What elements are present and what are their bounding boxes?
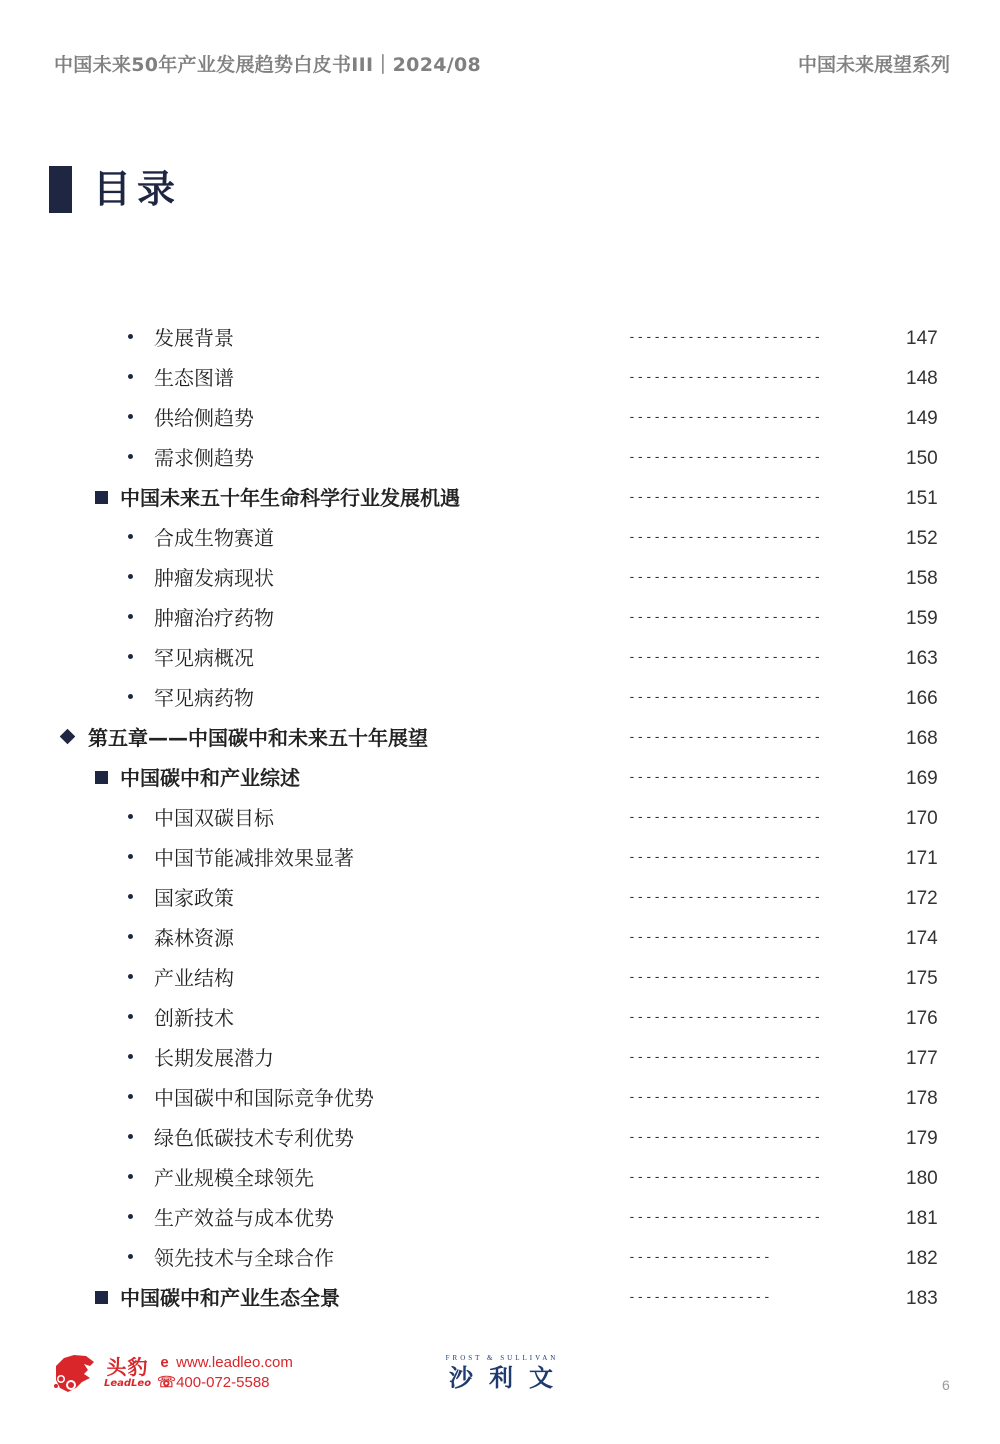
toc-entry-label: 发展背景 bbox=[154, 326, 234, 350]
dot-bullet-icon bbox=[128, 1038, 133, 1078]
square-bullet-icon bbox=[95, 1278, 108, 1318]
toc-entry-label: 肿瘤治疗药物 bbox=[154, 606, 274, 630]
toc-entry-label: 中国碳中和产业综述 bbox=[120, 766, 300, 790]
toc-dot-leader: ----------------------- bbox=[628, 490, 822, 505]
toc-dot-leader: ----------------- bbox=[628, 1290, 772, 1305]
toc-entry[interactable] bbox=[0, 1158, 1000, 1198]
toc-entry[interactable] bbox=[0, 958, 1000, 998]
toc-entry-label: 长期发展潜力 bbox=[154, 1046, 274, 1070]
square-bullet-icon bbox=[95, 758, 108, 798]
toc-entry[interactable] bbox=[0, 358, 1000, 398]
toc-entry-label: 领先技术与全球合作 bbox=[154, 1246, 334, 1270]
toc-page-number: 182 bbox=[906, 1248, 938, 1269]
toc-entry-label: 中国碳中和产业生态全景 bbox=[120, 1286, 340, 1310]
toc-dot-leader: ----------------- bbox=[628, 1250, 772, 1265]
toc-entry-label: 肿瘤发病现状 bbox=[154, 566, 274, 590]
dot-bullet-icon bbox=[128, 398, 133, 438]
toc-page-number: 152 bbox=[906, 528, 938, 549]
toc-dot-leader: ----------------------- bbox=[628, 450, 822, 465]
title-accent-bar bbox=[49, 166, 72, 213]
website-text: www.leadleo.com bbox=[176, 1354, 293, 1371]
toc-page-number: 159 bbox=[906, 608, 938, 629]
header-report-title: 中国未来50年产业发展趋势白皮书III｜2024/08 bbox=[54, 54, 482, 76]
toc-page-number: 169 bbox=[906, 768, 938, 789]
toc-page-number: 148 bbox=[906, 368, 938, 389]
toc-page-number: 176 bbox=[906, 1008, 938, 1029]
web-e-icon: e bbox=[160, 1354, 169, 1371]
toc-dot-leader: ----------------------- bbox=[628, 530, 822, 545]
toc-entry-label: 罕见病概况 bbox=[154, 646, 254, 670]
frost-sullivan-logo bbox=[432, 1354, 572, 1393]
toc-entry[interactable] bbox=[0, 558, 1000, 598]
toc-page-number: 183 bbox=[906, 1288, 938, 1309]
toc-entry[interactable] bbox=[0, 1118, 1000, 1158]
toc-dot-leader: ----------------------- bbox=[628, 330, 822, 345]
toc-dot-leader: ----------------------- bbox=[628, 1090, 822, 1105]
toc-page-number: 168 bbox=[906, 728, 938, 749]
toc-dot-leader: ----------------------- bbox=[628, 690, 822, 705]
dot-bullet-icon bbox=[128, 438, 133, 478]
square-bullet-icon bbox=[95, 478, 108, 518]
toc-entry[interactable] bbox=[0, 638, 1000, 678]
toc-entry[interactable] bbox=[0, 318, 1000, 358]
toc-page-number: 172 bbox=[906, 888, 938, 909]
toc-entry[interactable] bbox=[0, 398, 1000, 438]
dot-bullet-icon bbox=[128, 518, 133, 558]
toc-entry[interactable] bbox=[0, 918, 1000, 958]
frost-sullivan-cn: 沙利文 bbox=[449, 1364, 569, 1392]
toc-entry[interactable] bbox=[0, 1078, 1000, 1118]
toc-entry-label: 中国碳中和国际竞争优势 bbox=[154, 1086, 374, 1110]
dot-bullet-icon bbox=[128, 918, 133, 958]
toc-dot-leader: ----------------------- bbox=[628, 850, 822, 865]
toc-page-number: 149 bbox=[906, 408, 938, 429]
frost-sullivan-en: FROST & SULLIVAN bbox=[445, 1354, 559, 1362]
toc-dot-leader: ----------------------- bbox=[628, 770, 822, 785]
toc-entry[interactable] bbox=[0, 1198, 1000, 1238]
toc-dot-leader: ----------------------- bbox=[628, 1170, 822, 1185]
dot-bullet-icon bbox=[128, 638, 133, 678]
toc-entry[interactable] bbox=[0, 678, 1000, 718]
toc-entry-label: 合成生物赛道 bbox=[154, 526, 274, 550]
toc-dot-leader: ----------------------- bbox=[628, 410, 822, 425]
dot-bullet-icon bbox=[128, 998, 133, 1038]
toc-page-number: 163 bbox=[906, 648, 938, 669]
leadleo-brand-cn: 头豹 bbox=[106, 1355, 149, 1379]
toc-entry[interactable] bbox=[0, 878, 1000, 918]
phone-number bbox=[157, 1373, 293, 1393]
toc-entry-label: 生产效益与成本优势 bbox=[154, 1206, 334, 1230]
toc-entry[interactable] bbox=[0, 518, 1000, 558]
dot-bullet-icon bbox=[128, 878, 133, 918]
toc-dot-leader: ----------------------- bbox=[628, 570, 822, 585]
toc-dot-leader: ----------------------- bbox=[628, 1130, 822, 1145]
toc-entry[interactable] bbox=[0, 1038, 1000, 1078]
page-title-text: 目录 bbox=[93, 167, 182, 211]
dot-bullet-icon bbox=[128, 1238, 133, 1278]
toc-entry[interactable] bbox=[0, 1238, 1000, 1278]
toc-page-number: 179 bbox=[906, 1128, 938, 1149]
dot-bullet-icon bbox=[128, 318, 133, 358]
toc-entry[interactable] bbox=[0, 838, 1000, 878]
toc-entry-label: 产业规模全球领先 bbox=[154, 1166, 314, 1190]
toc-dot-leader: ----------------------- bbox=[628, 1010, 822, 1025]
toc-entry[interactable] bbox=[0, 438, 1000, 478]
dot-bullet-icon bbox=[128, 1198, 133, 1238]
toc-entry[interactable] bbox=[0, 758, 1000, 798]
toc-dot-leader: ----------------------- bbox=[628, 810, 822, 825]
phone-text: 400-072-5588 bbox=[176, 1374, 270, 1391]
toc-page-number: 170 bbox=[906, 808, 938, 829]
toc-entry-label: 森林资源 bbox=[154, 926, 234, 950]
toc-entry-label: 中国节能减排效果显著 bbox=[154, 846, 354, 870]
leadleo-brand-en: LeadLeo bbox=[104, 1378, 152, 1389]
phone-icon: ☏ bbox=[157, 1374, 176, 1391]
page-number: 6 bbox=[942, 1377, 950, 1393]
toc-page-number: 174 bbox=[906, 928, 938, 949]
toc-entry-label: 需求侧趋势 bbox=[154, 446, 254, 470]
toc-entry-label: 中国双碳目标 bbox=[154, 806, 274, 830]
toc-entry-label: 罕见病药物 bbox=[154, 686, 254, 710]
toc-page-number: 178 bbox=[906, 1088, 938, 1109]
toc-entry-label: 第五章——中国碳中和未来五十年展望 bbox=[88, 726, 428, 750]
dot-bullet-icon bbox=[128, 1118, 133, 1158]
toc-dot-leader: ----------------------- bbox=[628, 970, 822, 985]
dot-bullet-icon bbox=[128, 1078, 133, 1118]
toc-entry[interactable] bbox=[0, 798, 1000, 838]
toc-dot-leader: ----------------------- bbox=[628, 730, 822, 745]
toc-dot-leader: ----------------------- bbox=[628, 1210, 822, 1225]
dot-bullet-icon bbox=[128, 598, 133, 638]
website-link[interactable] bbox=[157, 1353, 293, 1373]
dot-bullet-icon bbox=[128, 838, 133, 878]
toc-page-number: 158 bbox=[906, 568, 938, 589]
toc-entry[interactable] bbox=[0, 1278, 1000, 1318]
dot-bullet-icon bbox=[128, 798, 133, 838]
toc-entry[interactable] bbox=[0, 478, 1000, 518]
dot-bullet-icon bbox=[128, 558, 133, 598]
toc-dot-leader: ----------------------- bbox=[628, 610, 822, 625]
toc-entry[interactable] bbox=[0, 598, 1000, 638]
leopard-head-icon bbox=[50, 1352, 96, 1394]
toc-entry-label: 中国未来五十年生命科学行业发展机遇 bbox=[120, 486, 460, 510]
toc-entry[interactable] bbox=[0, 998, 1000, 1038]
toc-page-number: 151 bbox=[906, 488, 938, 509]
header-series-title: 中国未来展望系列 bbox=[797, 54, 950, 76]
toc-page-number: 181 bbox=[906, 1208, 938, 1229]
dot-bullet-icon bbox=[128, 958, 133, 998]
toc-page-number: 180 bbox=[906, 1168, 938, 1189]
toc-entry-label: 生态图谱 bbox=[154, 366, 234, 390]
page-title bbox=[49, 165, 181, 213]
toc-entry-label: 创新技术 bbox=[154, 1006, 234, 1030]
toc-page-number: 171 bbox=[906, 848, 938, 869]
toc-entry-label: 绿色低碳技术专利优势 bbox=[154, 1126, 354, 1150]
toc-page-number: 166 bbox=[906, 688, 938, 709]
dot-bullet-icon bbox=[128, 678, 133, 718]
toc-dot-leader: ----------------------- bbox=[628, 930, 822, 945]
table-of-contents bbox=[0, 318, 1000, 1318]
toc-entry-label: 国家政策 bbox=[154, 886, 234, 910]
diamond-bullet-icon bbox=[62, 718, 73, 758]
dot-bullet-icon bbox=[128, 358, 133, 398]
toc-page-number: 175 bbox=[906, 968, 938, 989]
toc-page-number: 147 bbox=[906, 328, 938, 349]
toc-dot-leader: ----------------------- bbox=[628, 370, 822, 385]
toc-page-number: 150 bbox=[906, 448, 938, 469]
toc-dot-leader: ----------------------- bbox=[628, 1050, 822, 1065]
leadleo-logo bbox=[50, 1352, 293, 1394]
toc-page-number: 177 bbox=[906, 1048, 938, 1069]
dot-bullet-icon bbox=[128, 1158, 133, 1198]
toc-entry[interactable] bbox=[0, 718, 1000, 758]
toc-dot-leader: ----------------------- bbox=[628, 890, 822, 905]
toc-dot-leader: ----------------------- bbox=[628, 650, 822, 665]
toc-entry-label: 供给侧趋势 bbox=[154, 406, 254, 430]
toc-entry-label: 产业结构 bbox=[154, 966, 234, 990]
